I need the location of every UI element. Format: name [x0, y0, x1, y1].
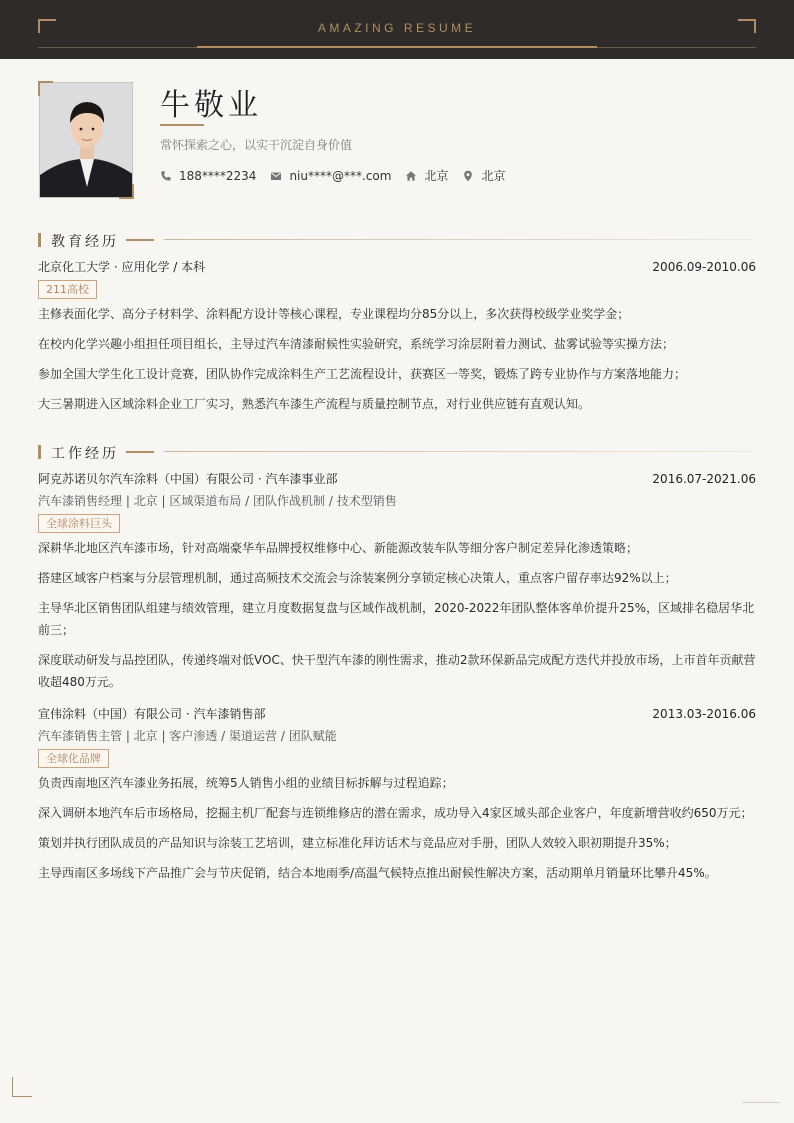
education-item: 主修表面化学、高分子材料学、涂料配方设计等核心课程，专业课程均分85分以上，多次获得校级学业奖学金；	[38, 307, 630, 321]
job-item: 搭建区域客户档案与分层管理机制，通过高频技术交流会与涂装案例分享锁定核心决策人，重点客户留存率达92%以上；	[38, 571, 677, 585]
job-item: 主导西南区多场线下产品推广会与节庆促销，结合本地雨季/高温气候特点推出耐候性解决方案，活动期单月销量环比攀升45%。	[38, 866, 717, 880]
person-name: 牛敬业	[160, 88, 262, 123]
current-city: 北京	[481, 169, 506, 183]
heading-dash	[126, 239, 154, 241]
job-item: 负责西南地区汽车漆业务拓展，统筹5人销售小组的业绩目标拆解与过程追踪；	[38, 776, 454, 790]
job-item: 主导华北区销售团队组建与绩效管理，建立月度数据复盘与区域作战机制，2020-2022年团队整体客单价提升25%，区域排名稳居华北前三；	[38, 601, 755, 637]
company-tag: 全球化品牌	[38, 749, 109, 768]
company-tag: 全球涂料巨头	[38, 514, 120, 533]
heading-line	[164, 451, 756, 452]
job-role: 汽车漆销售主管 | 北京 | 客户渗透 / 渠道运营 / 团队赋能	[38, 729, 337, 743]
heading-line	[164, 239, 756, 240]
section-title: 工作经历	[51, 446, 119, 462]
profile-photo-frame	[38, 81, 134, 199]
name-underline	[160, 124, 204, 126]
contact-phone	[160, 169, 256, 183]
job-dates: 2016.07-2021.06	[652, 472, 756, 486]
home-icon	[405, 170, 417, 182]
heading-bar	[38, 233, 41, 247]
photo-corner-top-left	[38, 81, 53, 96]
heading-dash	[126, 451, 154, 453]
education-item: 参加全国大学生化工设计竞赛，团队协作完成涂料生产工艺流程设计，获赛区一等奖，锻炼了跨专业协作与方案落地能力；	[38, 367, 687, 381]
email-address: niu****@***.com	[289, 168, 392, 183]
contact-location	[462, 167, 505, 184]
school-tag: 211高校	[38, 280, 97, 299]
phone-icon	[160, 170, 172, 182]
header-title: AMAZING RESUME	[317, 21, 477, 35]
mail-icon	[270, 170, 282, 182]
job-dates: 2013.03-2016.06	[652, 707, 756, 721]
contact-list	[160, 167, 519, 184]
work-section-heading	[38, 443, 756, 461]
education-section-heading	[38, 231, 756, 249]
photo-corner-bottom-right	[119, 184, 134, 199]
job-role: 汽车漆销售经理 | 北京 | 区域渠道布局 / 团队作战机制 / 技术型销售	[38, 494, 397, 508]
job-item: 策划并执行团队成员的产品知识与涂装工艺培训，建立标准化拜访话术与竞品应对手册，团队人效较入职初期提升35%；	[38, 836, 677, 850]
job-item: 深度联动研发与品控团队，传递终端对低VOC、快干型汽车漆的刚性需求，推动2款环保新品完成配方迭代并投放市场，上市首年贡献营收超480万元。	[38, 653, 756, 689]
profile-photo	[39, 82, 133, 198]
education-item: 在校内化学兴趣小组担任项目组长，主导过汽车清漆耐候性实验研究，系统学习涂层附着力测试、盐雾试验等实操方法；	[38, 337, 675, 351]
job-item: 深耕华北地区汽车漆市场，针对高端豪华车品牌授权维修中心、新能源改装车队等细分客户制定差异化渗透策略；	[38, 541, 639, 555]
header-accent-rule	[197, 46, 597, 48]
contact-home	[405, 167, 448, 184]
job-item: 深入调研本地汽车后市场格局，挖掘主机厂配套与连锁维修店的潜在需求，成功导入4家区域头部企业客户，年度新增营收约650万元；	[38, 806, 753, 820]
footer-corner-left	[12, 1077, 32, 1097]
home-city: 北京	[424, 169, 449, 183]
school-major-degree: 北京化工大学 · 应用化学 / 本科	[38, 260, 206, 274]
personal-motto: 常怀探索之心，以实干沉淀自身价值	[160, 138, 353, 152]
company-department: 宣伟涂料（中国）有限公司 · 汽车漆销售部	[38, 707, 266, 721]
header-bar	[0, 0, 794, 59]
location-pin-icon	[462, 170, 474, 182]
portrait-image	[40, 83, 133, 198]
education-item: 大三暑期进入区域涂料企业工厂实习，熟悉汽车漆生产流程与质量控制节点，对行业供应链有直观认知。	[38, 397, 591, 411]
section-title: 教育经历	[51, 234, 119, 250]
company-department: 阿克苏诺贝尔汽车涂料（中国）有限公司 · 汽车漆事业部	[38, 472, 338, 486]
education-dates: 2006.09-2010.06	[652, 260, 756, 274]
footer-rule-right	[742, 1102, 780, 1103]
contact-email	[270, 169, 391, 183]
heading-bar	[38, 445, 41, 459]
phone-number: 188****2234	[179, 168, 257, 183]
